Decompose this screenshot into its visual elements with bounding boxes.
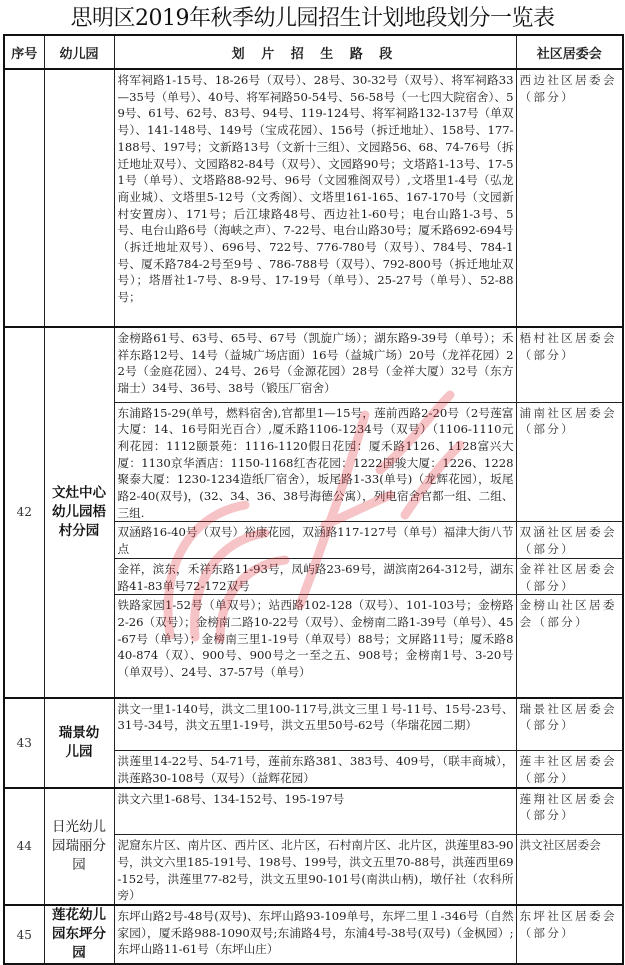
row-routes: 东浦路15-29(单号，燃料宿舍),官都里1—15号，莲前西路2-20号（2号莲富大厦：14、16号阳光百合）,厦禾路1106-1234号（双号）（1106-1110元利花园：1112颐景苑：1116-1120假日花园：厦禾路1126、1128富兴大厦：1130京华酒店：1150-1168红杏花园：1222国骏大厦：1226、1228聚泰大厦：1230-1234造纸厂宿舍），坂尾路1-33(单号)（龙辉花园），坂尾路2-40(双号)，(32、34、36、38号海德公寓），列电宿舍官都一组、二组、三组. [114,402,516,522]
row-community: 莲丰社区居委会（部分） [516,751,623,788]
row-kindergarten: 日光幼儿园瑞丽分园 [44,788,114,905]
table-row [4,69,623,327]
row-index: 45 [4,905,44,964]
table-row [4,327,623,402]
table-row [4,698,623,751]
row-routes: 铁路家园1-52号（单双号）；站西路102-128（双号）、101-103号；金榜路2-26（双号）；金榜南二路10-22号（双号）、金榜南二路1-39号（单号）、45-67号（单号）；金榜南三里1-19号（单双号）88号；文屏路11号；厦禾路840-874（双）、900号、900号之一至之五、908号；金榜南1号、3-20号（单双号）、24号、37-57号（单号） [114,595,516,698]
row-index: 43 [4,698,44,788]
enrollment-district-table [3,34,624,965]
row-index: 44 [4,788,44,905]
row-kindergarten [44,69,114,327]
row-community: 金榜山社区居委会（部分） [516,595,623,698]
row-community: 洪文社区居委会 [516,835,623,905]
row-routes: 金祥，滨东，禾祥东路11-93号，凤屿路23-69号，湖滨南264-312号，湖东路41-83单号72-172双号 [114,558,516,594]
page-title: 思明区2019年秋季幼儿园招生计划地段划分一览表 [70,6,555,31]
row-community: 莲翔社区居委会（部分） [516,788,623,835]
header-kindergarten: 幼儿园 [44,35,114,69]
header-routes: 划 片 招 生 路 段 [114,35,516,69]
table-row [4,905,623,964]
row-community: 金祥社区居委会（部分） [516,558,623,594]
row-community: 瑞景社区居委会（部分） [516,698,623,751]
table-header-row [4,35,623,69]
row-community: 东坪社区居委会（部分） [516,905,623,964]
row-community: 西边社区居委会（部分） [516,69,623,327]
row-routes: 双涵路16-40号（双号）裕康花园，双涵路117-127号（单号）福津大街八节点 [114,522,516,558]
row-routes: 洪莲里14-22号、54-71号，莲前东路381、383号、409号，（联丰商城），洪莲路30-108号（双号）（益辉花园） [114,751,516,788]
table-row [4,788,623,835]
row-kindergarten: 瑞景幼儿园 [44,698,114,788]
row-routes: 金榜路61号、63号、65号、67号（凯旋广场）；湖东路9-39号（单号）；禾祥东路12号、14号（益城广场店面）16号（益城广场）20号（龙祥花园）22号（金庭花园）、24号、26号（金源花园）28号（金祥大厦）32号（东方瑞士）34号、36号、38号（锻压厂宿舍） [114,327,516,402]
row-kindergarten: 文灶中心幼儿园梧村分园 [44,327,114,698]
row-routes: 将军祠路1-15号、18-26号（双号）、28号、30-32号（双号）、将军祠路33—35号（单号）、40号、将军祠路50-54号、56-58号（一七四大院宿舍）、59号、61号、62号、83号、94号、119-124号、将军祠路132-137号（单双号）、141-148号、149号（宝成花园）、156号（拆迁地址）、158号、177-188号、197号；文新路13号（文新十三组）、文园路56、68、74-76号（拆迁地址双号）、文园路82-84号（双号）、文园路90号；文塔路1-13号、17-51号（单号）、文塔路88-92号、96号（文园雅阁双号）,文塔里1-4号（弘龙商业城）、文塔里5-12号（文秀阁）、文塔里161-165、167-170号（文园新村安置房）、171号；后江埭路48号、西边社1-60号；电台山路1-3号、5号、电台山路6号（海峡之声）、7-22号、电台山路30号；厦禾路692-694号（拆迁地址双号）、696号、722号、776-780号（双号）、784号、784-1号、厦禾路784-2号至9号 、786-788号（双号）、792-800号（拆迁地址双号）；塔厝社1-7号、8-9号、17-19号（单号）、25-27号（单号）、52-88号； [114,69,516,327]
row-community: 梧村社区居委会（部分） [516,327,623,402]
row-index [4,69,44,327]
row-routes: 洪文一里1-140号，洪文二里100-117号,洪文三里１号-11号、15号-23号、31号-34号，洪文五里1-19号，洪文五里50号-62号（华瑞花园二期） [114,698,516,751]
header-index: 序号 [4,35,44,69]
row-kindergarten: 莲花幼儿园东坪分园 [44,905,114,964]
row-routes: 东坪山路2号-48号(双号)、东坪山路93-109单号，东坪二里１-346号（自然家园），厦禾路988-1090双号;东浦路4号，东浦4号-38号(双号)（金枫园）;东坪山路11-61号（东坪山庄） [114,905,516,964]
row-community: 双涵社区居委会（部分） [516,522,623,558]
header-community: 社区居委会 [516,35,623,69]
row-routes: 泥窟东片区、南片区、西片区、北片区，石村南片区、北片区，洪莲里83-90号，洪文六里185-191号、198号、199号，洪文五里70-88号，洪莲西里69-152号，洪莲里77-82号，洪文五里90-101号(南洪山柄)，墩仔社（农科所旁） [114,835,516,905]
row-index: 42 [4,327,44,698]
row-routes: 洪文六里1-68号、134-152号、195-197号 [114,788,516,835]
row-community: 浦南社区居委会（部分） [516,402,623,522]
